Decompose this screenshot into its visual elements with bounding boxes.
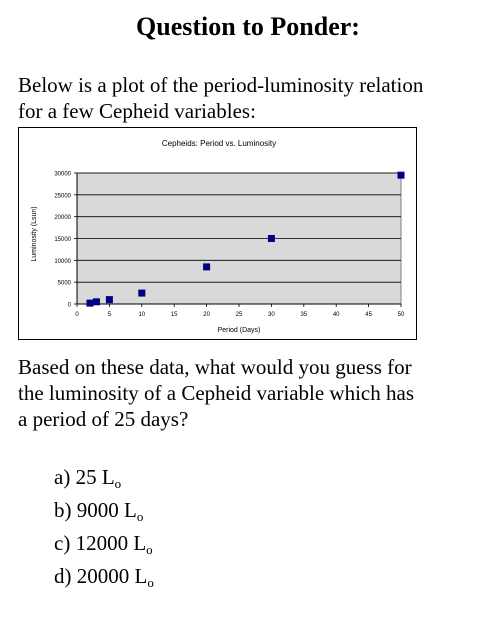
option-subscript: o [146, 542, 153, 557]
answer-options [54, 464, 154, 596]
y-tick-label: 15000 [54, 237, 71, 243]
answer-option-b[interactable] [54, 497, 154, 530]
answer-option-a[interactable] [54, 464, 154, 497]
data-point [203, 263, 210, 270]
x-tick-label: 50 [397, 312, 405, 318]
x-tick-label: 15 [170, 312, 178, 318]
answer-option-c[interactable] [54, 530, 154, 563]
y-tick-label: 0 [67, 302, 71, 309]
x-tick-label: 40 [332, 312, 340, 318]
intro-line: Below is a plot of the period-luminosity relation [18, 73, 424, 97]
intro-line: for a few Cepheid variables: [18, 99, 256, 123]
x-tick-label: 0 [75, 312, 79, 318]
x-tick-label: 30 [268, 312, 275, 318]
option-subscript: o [136, 509, 144, 524]
y-tick-label: 25000 [54, 193, 71, 200]
data-point [86, 300, 93, 307]
chart-title: Cepheids: Period vs. Luminosity [161, 139, 277, 148]
data-point [398, 172, 405, 179]
x-tick-label: 20 [203, 312, 210, 318]
answer-option-d[interactable] [54, 563, 154, 596]
intro-text [18, 72, 488, 124]
option-subscript: o [147, 575, 154, 590]
question-text [18, 354, 488, 432]
option-text: a) 25 L [54, 465, 115, 489]
x-tick-label: 25 [235, 312, 243, 318]
x-tick-label: 45 [365, 312, 372, 318]
y-tick-label: 30000 [54, 171, 71, 178]
y-tick-label: 20000 [54, 215, 71, 222]
x-tick-label: 5 [107, 312, 112, 318]
data-point [106, 296, 113, 303]
page-title: Question to Ponder: [136, 12, 360, 41]
x-axis-label: Period (Days) [217, 327, 261, 334]
y-tick-label: 10000 [54, 258, 71, 265]
question-line: Based on these data, what would you guess for [18, 355, 412, 379]
y-axis-label: Luminosity (Lsun) [31, 206, 38, 262]
option-text: c) 12000 L [54, 531, 147, 555]
question-line: a period of 25 days? [18, 407, 189, 431]
data-point [138, 290, 145, 297]
period-luminosity-chart [19, 128, 418, 341]
data-point [268, 235, 275, 242]
option-subscript: o [114, 476, 122, 491]
data-point [93, 298, 100, 305]
y-tick-label: 5000 [57, 280, 71, 287]
option-text: b) 9000 L [54, 498, 137, 522]
option-text: d) 20000 L [54, 564, 148, 588]
question-line: the luminosity of a Cepheid variable which has [18, 381, 414, 405]
x-tick-label: 35 [300, 312, 308, 318]
x-tick-label: 10 [138, 312, 146, 318]
chart-panel [18, 127, 417, 340]
